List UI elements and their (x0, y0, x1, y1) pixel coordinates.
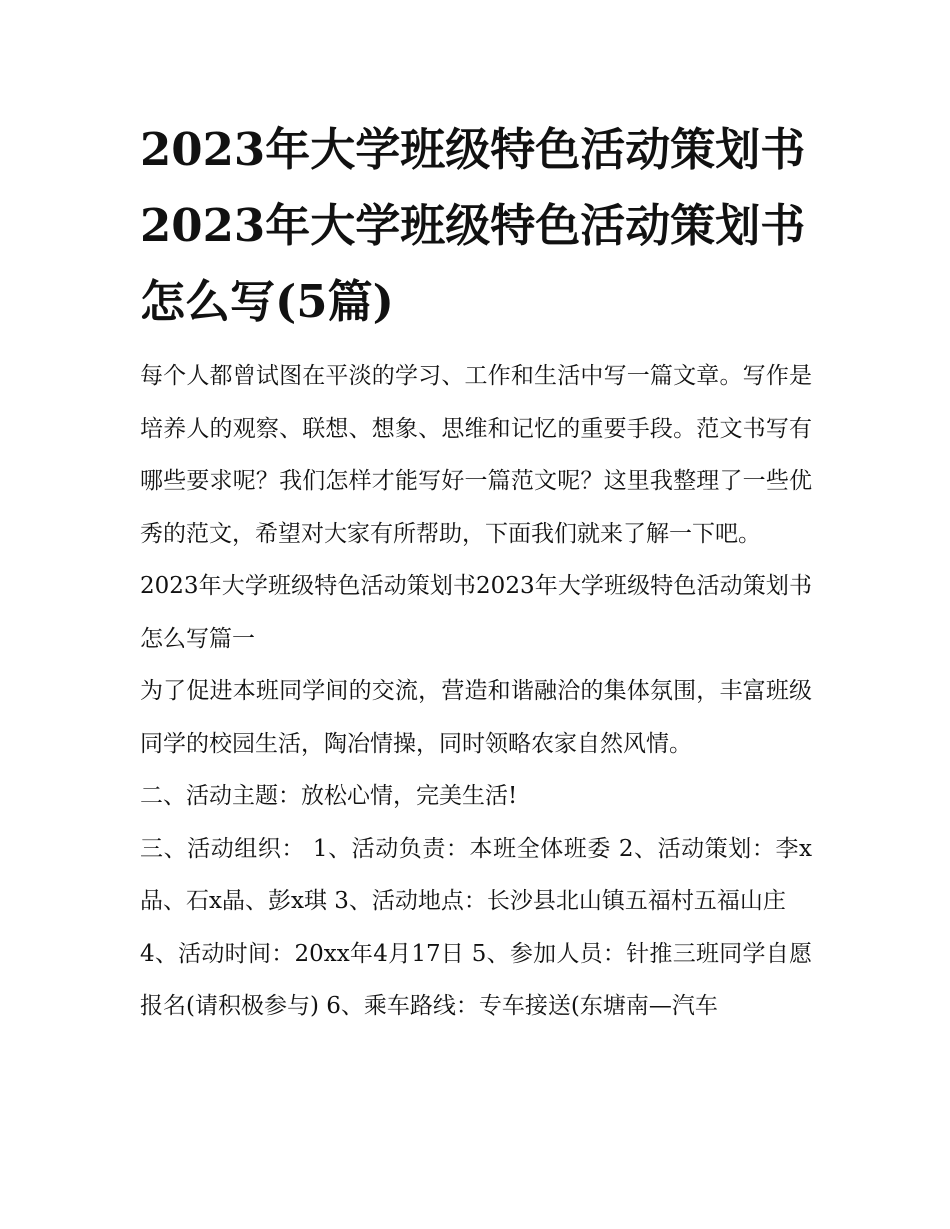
time-paragraph: 4、活动时间：20xx年4月17日 5、参加人员：针推三班同学自愿报名(请积极参与) 6、乘车路线：专车接送(东塘南—汽车 (140, 940, 812, 1019)
theme-paragraph: 二、活动主题：放松心情，完美生活! (140, 783, 518, 809)
section-heading: 2023年大学班级特色活动策划书2023年大学班级特色活动策划书怎么写篇一 (140, 573, 812, 652)
document-content (140, 112, 812, 1033)
intro-paragraph: 每个人都曾试图在平淡的学习、工作和生活中写一篇文章。写作是培养人的观察、联想、想象、思维和记忆的重要手段。范文书写有哪些要求呢？我们怎样才能写好一篇范文呢？这里我整理了一些优秀的范文，希望对大家有所帮助，下面我们就来了解一下吧。 (140, 363, 812, 547)
organization-paragraph: 三、活动组织： 1、活动负责：本班全体班委 2、活动策划：李x品、石x晶、彭x琪 3、活动地点：长沙县北山镇五福村五福山庄 (140, 835, 812, 914)
document-title: 2023年大学班级特色活动策划书2023年大学班级特色活动策划书怎么写(5篇) (140, 123, 806, 328)
body-paragraph: 为了促进本班同学间的交流，营造和谐融洽的集体氛围，丰富班级同学的校园生活，陶冶情操，同时领略农家自然风情。 (140, 678, 812, 757)
